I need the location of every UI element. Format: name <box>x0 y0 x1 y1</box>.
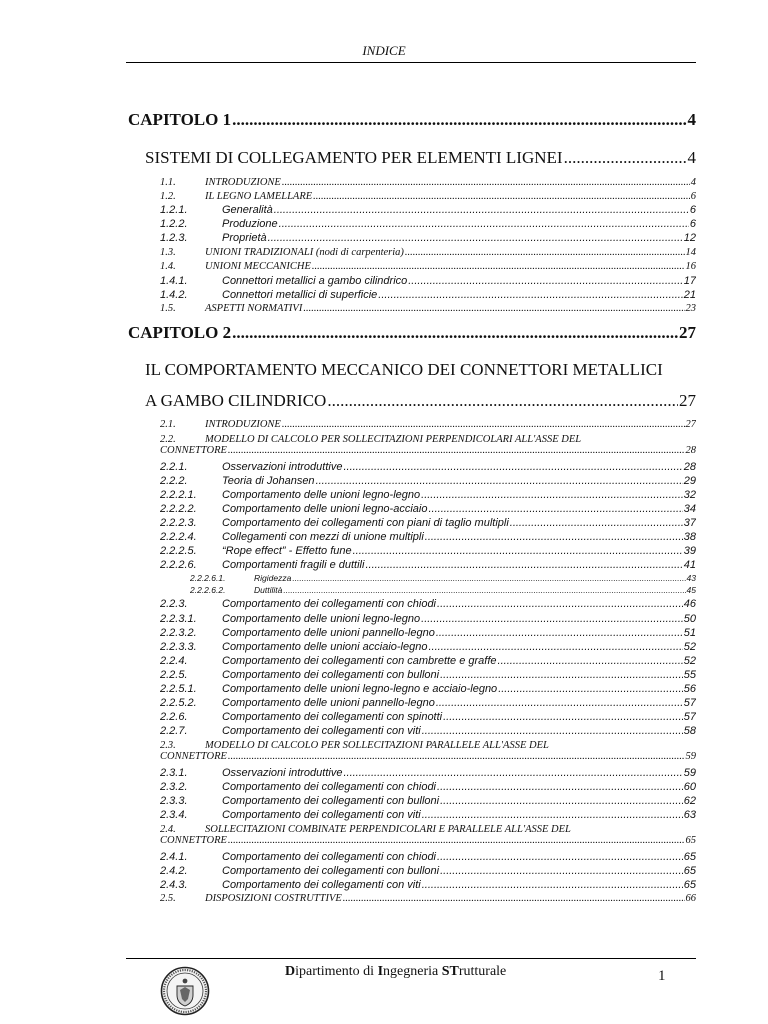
toc-entry-label: Comportamento delle unioni legno-acciaio <box>222 503 428 515</box>
toc-entry-number: 1.2.3. <box>160 232 188 244</box>
toc-entry-label: Comportamento dei collegamenti con chiodi <box>222 598 437 610</box>
toc-page-number: 52 <box>683 641 696 653</box>
toc-entry[interactable] <box>160 655 696 667</box>
toc-entry-number: 2.4. <box>160 824 176 835</box>
toc-entry-label: Comportamento delle unioni legno-legno e acciaio-legno <box>222 683 498 695</box>
page-number: 1 <box>658 968 666 984</box>
footer-department: Dipartimento di Ingegneria STrutturale <box>285 964 507 979</box>
toc-page-number: 52 <box>683 655 696 667</box>
toc-entry-label: INTRODUZIONE <box>205 177 281 188</box>
toc-entry[interactable] <box>160 865 696 877</box>
toc-page-number: 14 <box>685 247 696 258</box>
toc-entry[interactable] <box>160 669 696 681</box>
toc-entry-number: 2.1. <box>160 419 176 430</box>
toc-page-number: 34 <box>683 503 696 515</box>
toc-entry-label: CONNETTORE <box>160 445 227 456</box>
toc-entry-label: DISPOSIZIONI COSTRUTTIVE <box>205 893 342 904</box>
toc-entry-number: 2.3.4. <box>160 809 188 821</box>
toc-page-number: 29 <box>683 475 696 487</box>
toc-entry[interactable] <box>160 247 696 258</box>
toc-entry[interactable] <box>160 475 696 487</box>
toc-entry-label: INTRODUZIONE <box>205 419 281 430</box>
toc-entry-label: MODELLO DI CALCOLO PER SOLLECITAZIONI PERPENDICOLARI ALL'ASSE DEL <box>205 434 582 445</box>
footer-rule <box>126 958 696 959</box>
toc-page-number: 28 <box>685 445 696 456</box>
toc-entry-label: Comportamento dei collegamenti con cambrette e graffe <box>222 655 497 667</box>
toc-entry-label: Comportamento dei collegamenti con viti <box>222 725 421 737</box>
toc-entry-label: UNIONI MECCANICHE <box>205 261 311 272</box>
toc-entry-number: 2.2.3.1. <box>160 613 197 625</box>
toc-entry[interactable] <box>160 641 696 653</box>
toc-entry-number: 1.5. <box>160 303 176 314</box>
toc-page-number: 27 <box>685 419 696 430</box>
toc-entry-number: 2.5. <box>160 893 176 904</box>
toc-entry[interactable] <box>160 289 696 301</box>
toc-page-number: 4 <box>687 148 696 167</box>
toc-entry[interactable] <box>160 545 696 557</box>
toc-entry[interactable] <box>160 218 696 230</box>
toc-entry[interactable] <box>160 489 696 501</box>
toc-page-number: 59 <box>685 751 696 762</box>
toc-entry[interactable] <box>160 879 696 891</box>
toc-entry-number: 1.1. <box>160 177 176 188</box>
toc-entry-number: 1.4. <box>160 261 176 272</box>
toc-entry-number: 2.3. <box>160 740 176 751</box>
toc-entry-number: 2.2.1. <box>160 461 188 473</box>
toc-entry[interactable] <box>160 445 696 456</box>
toc-entry[interactable] <box>160 781 696 793</box>
page-header-title: INDICE <box>362 43 406 58</box>
toc-entry-number: 2.3.2. <box>160 781 188 793</box>
toc-entry[interactable] <box>160 725 696 737</box>
toc-entry-number: 2.2.2.4. <box>160 531 197 543</box>
toc-subtitle-label: A GAMBO CILINDRICO <box>145 391 327 410</box>
toc-entry-label: Duttilità <box>254 585 283 595</box>
toc-subtitle-label: SISTEMI DI COLLEGAMENTO PER ELEMENTI LIGNEI <box>145 148 563 167</box>
toc-entry-label: Comportamento dei collegamenti con chiodi <box>222 851 437 863</box>
toc-page-number: 62 <box>683 795 696 807</box>
toc-entry-number: 2.2.6. <box>160 711 188 723</box>
toc-entry-label: Comportamento dei collegamenti con bulloni <box>222 669 440 681</box>
toc-page-number: 12 <box>683 232 696 244</box>
toc-entry[interactable] <box>160 795 696 807</box>
toc-entry[interactable] <box>160 598 696 610</box>
toc-page-number: 63 <box>683 809 696 821</box>
toc-page-number: 38 <box>683 531 696 543</box>
toc-entry[interactable] <box>160 835 696 846</box>
toc-entry-label: Comportamento delle unioni pannello-legno <box>222 697 435 709</box>
toc-entry-label: Connettori metallici di superficie <box>222 289 378 301</box>
toc-entry-label: SOLLECITAZIONI COMBINATE PERPENDICOLARI E PARALLELE ALL'ASSE DEL <box>205 824 571 835</box>
toc-page-number: 50 <box>683 613 696 625</box>
toc-entry[interactable] <box>160 517 696 529</box>
toc-entry[interactable] <box>160 275 696 287</box>
toc-entry-number: 1.2. <box>160 191 176 202</box>
toc-entry-number: 2.2.4. <box>160 655 188 667</box>
toc-entry-label: Generalità <box>222 204 273 216</box>
toc-entry-number: 2.4.1. <box>160 851 188 863</box>
toc-entry-number: 2.3.3. <box>160 795 188 807</box>
toc-entry[interactable] <box>160 683 696 695</box>
toc-page-number: 65 <box>683 865 696 877</box>
toc-entry-number: 2.2.2.1. <box>160 489 197 501</box>
toc-entry-label: Teoria di Johansen <box>222 475 315 487</box>
toc-page-number: 21 <box>683 289 696 301</box>
toc-entry-number: 2.2.7. <box>160 725 188 737</box>
toc-entry[interactable] <box>160 613 696 625</box>
toc-entry[interactable] <box>160 461 696 473</box>
toc-entry-number: 2.2. <box>160 434 176 445</box>
toc-page-number: 32 <box>683 489 696 501</box>
toc-entry[interactable] <box>160 711 696 723</box>
toc-entry[interactable] <box>160 740 696 751</box>
toc-entry-number: 1.2.2. <box>160 218 188 230</box>
toc-entry[interactable] <box>160 204 696 216</box>
toc-entry[interactable] <box>160 503 696 515</box>
toc-page-number: 66 <box>685 893 696 904</box>
toc-entry-label: Comportamento delle unioni acciaio-legno <box>222 641 428 653</box>
toc-entry-number: 2.2.2.3. <box>160 517 197 529</box>
toc-entry-number: 2.2.2.6. <box>160 559 197 571</box>
toc-page-number: 16 <box>685 261 696 272</box>
toc-entry-label: “Rope effect” - Effetto fune <box>222 545 352 557</box>
university-seal-icon <box>160 966 210 1016</box>
toc-entry-label: Osservazioni introduttive <box>222 767 343 779</box>
toc-page-number: 59 <box>683 767 696 779</box>
toc-entry-label: CONNETTORE <box>160 751 227 762</box>
toc-entry-label: Connettori metallici a gambo cilindrico <box>222 275 408 287</box>
toc-entry-label: Comportamenti fragili e duttili <box>222 559 365 571</box>
toc-chapter-label: CAPITOLO 2 <box>128 323 232 342</box>
toc-entry[interactable] <box>160 893 696 904</box>
toc-entry-label: Comportamento delle unioni pannello-legno <box>222 627 435 639</box>
toc-entry[interactable] <box>160 191 696 202</box>
toc-entry-label: Comportamento dei collegamenti con viti <box>222 809 421 821</box>
toc-entry-number: 2.4.2. <box>160 865 188 877</box>
toc-entry-number: 2.2.2.5. <box>160 545 197 557</box>
toc-entry-number: 2.2.3. <box>160 598 188 610</box>
toc-page-number: 65 <box>685 835 696 846</box>
toc-chapter-label: CAPITOLO 1 <box>128 110 232 129</box>
toc-page-number: 27 <box>679 391 696 410</box>
toc-entry[interactable] <box>160 419 696 430</box>
toc-entry-number: 1.4.2. <box>160 289 188 301</box>
toc-entry-label: Comportamento dei collegamenti con piani di taglio multipli <box>222 517 509 529</box>
toc-entry-number: 2.3.1. <box>160 767 188 779</box>
toc-page-number: 57 <box>683 697 696 709</box>
toc-chapter-2-subtitle-line2[interactable] <box>145 391 696 411</box>
toc-entry-number: 2.2.5. <box>160 669 188 681</box>
toc-entry-label: UNIONI TRADIZIONALI (nodi di carpenteria) <box>205 247 404 258</box>
toc-entry-label: Proprietà <box>222 232 267 244</box>
toc-entry[interactable] <box>160 531 696 543</box>
toc-chapter-2-subtitle-line1[interactable]: IL COMPORTAMENTO MECCANICO DEI CONNETTORI METALLICI <box>145 360 663 379</box>
toc-page-number: 6 <box>689 218 696 230</box>
toc-page-number: 6 <box>689 204 696 216</box>
toc-entry[interactable] <box>160 434 696 445</box>
toc-page-number: 39 <box>683 545 696 557</box>
toc-entry-number: 2.2.3.3. <box>160 641 197 653</box>
toc-entry-number: 2.2.2.6.1. <box>190 573 226 583</box>
toc-page-number: 55 <box>683 669 696 681</box>
toc-page-number: 37 <box>683 517 696 529</box>
toc-entry-label: Comportamento dei collegamenti con bulloni <box>222 865 440 877</box>
toc-entry-label: Comportamento delle unioni legno-legno <box>222 489 421 501</box>
toc-entry-label: Comportamento dei collegamenti con spinotti <box>222 711 443 723</box>
toc-entry-label: Produzione <box>222 218 278 230</box>
toc-page-number: 51 <box>683 627 696 639</box>
toc-entry-label: ASPETTI NORMATIVI <box>205 303 303 314</box>
toc-chapter-1[interactable] <box>128 110 696 130</box>
toc-page-number: 60 <box>683 781 696 793</box>
toc-entry[interactable] <box>190 585 696 595</box>
toc-entry-label: Comportamento dei collegamenti con viti <box>222 879 421 891</box>
toc-entry[interactable] <box>160 627 696 639</box>
toc-entry-number: 2.2.2.6.2. <box>190 585 226 595</box>
toc-entry-number: 2.2.2.2. <box>160 503 197 515</box>
toc-page-number: 65 <box>683 879 696 891</box>
toc-entry-number: 2.4.3. <box>160 879 188 891</box>
toc-entry-label: MODELLO DI CALCOLO PER SOLLECITAZIONI PARALLELE ALL'ASSE DEL <box>205 740 549 751</box>
toc-entry[interactable] <box>190 573 696 583</box>
toc-page-number: 41 <box>683 559 696 571</box>
toc-page-number: 4 <box>687 110 696 129</box>
toc-page-number: 17 <box>683 275 696 287</box>
toc-entry[interactable] <box>160 824 696 835</box>
toc-entry[interactable] <box>160 177 696 188</box>
toc-entry[interactable] <box>160 697 696 709</box>
toc-entry-label: IL LEGNO LAMELLARE <box>205 191 313 202</box>
toc-page-number: 46 <box>683 598 696 610</box>
toc-page-number: 56 <box>683 683 696 695</box>
toc-entry-number: 1.4.1. <box>160 275 188 287</box>
toc-page-number: 65 <box>683 851 696 863</box>
toc-entry-number: 1.3. <box>160 247 176 258</box>
toc-page-number: 27 <box>679 323 696 342</box>
toc-entry-number: 1.2.1. <box>160 204 188 216</box>
toc-entry-number: 2.2.2. <box>160 475 188 487</box>
toc-entry[interactable] <box>160 261 696 272</box>
toc-entry-number: 2.2.3.2. <box>160 627 197 639</box>
toc-entry[interactable] <box>160 303 696 314</box>
toc-page-number: 57 <box>683 711 696 723</box>
toc-entry-label: Osservazioni introduttive <box>222 461 343 473</box>
toc-entry[interactable] <box>160 751 696 762</box>
toc-entry-label: Comportamento dei collegamenti con bulloni <box>222 795 440 807</box>
toc-chapter-2[interactable] <box>128 323 696 343</box>
toc-page-number: 6 <box>690 191 696 202</box>
toc-page-number: 58 <box>683 725 696 737</box>
toc-entry-label: Rigidezza <box>254 573 292 583</box>
toc-entry-label: Comportamento dei collegamenti con chiodi <box>222 781 437 793</box>
toc-chapter-1-subtitle[interactable] <box>145 148 696 168</box>
toc-entry[interactable] <box>160 559 696 571</box>
toc-entry-number: 2.2.5.1. <box>160 683 197 695</box>
toc-entry-number: 2.2.5.2. <box>160 697 197 709</box>
toc-page-number: 23 <box>685 303 696 314</box>
toc-entry-label: Collegamenti con mezzi di unione multipli <box>222 531 424 543</box>
toc-page-number: 28 <box>683 461 696 473</box>
toc-entry[interactable] <box>160 851 696 863</box>
toc-page-number: 45 <box>686 585 696 595</box>
toc-entry[interactable] <box>160 232 696 244</box>
toc-page-number: 4 <box>690 177 696 188</box>
toc-entry[interactable] <box>160 809 696 821</box>
toc-entry[interactable] <box>160 767 696 779</box>
toc-entry-label: Comportamento delle unioni legno-legno <box>222 613 421 625</box>
toc-entry-label: CONNETTORE <box>160 835 227 846</box>
toc-page-number: 43 <box>686 573 696 583</box>
